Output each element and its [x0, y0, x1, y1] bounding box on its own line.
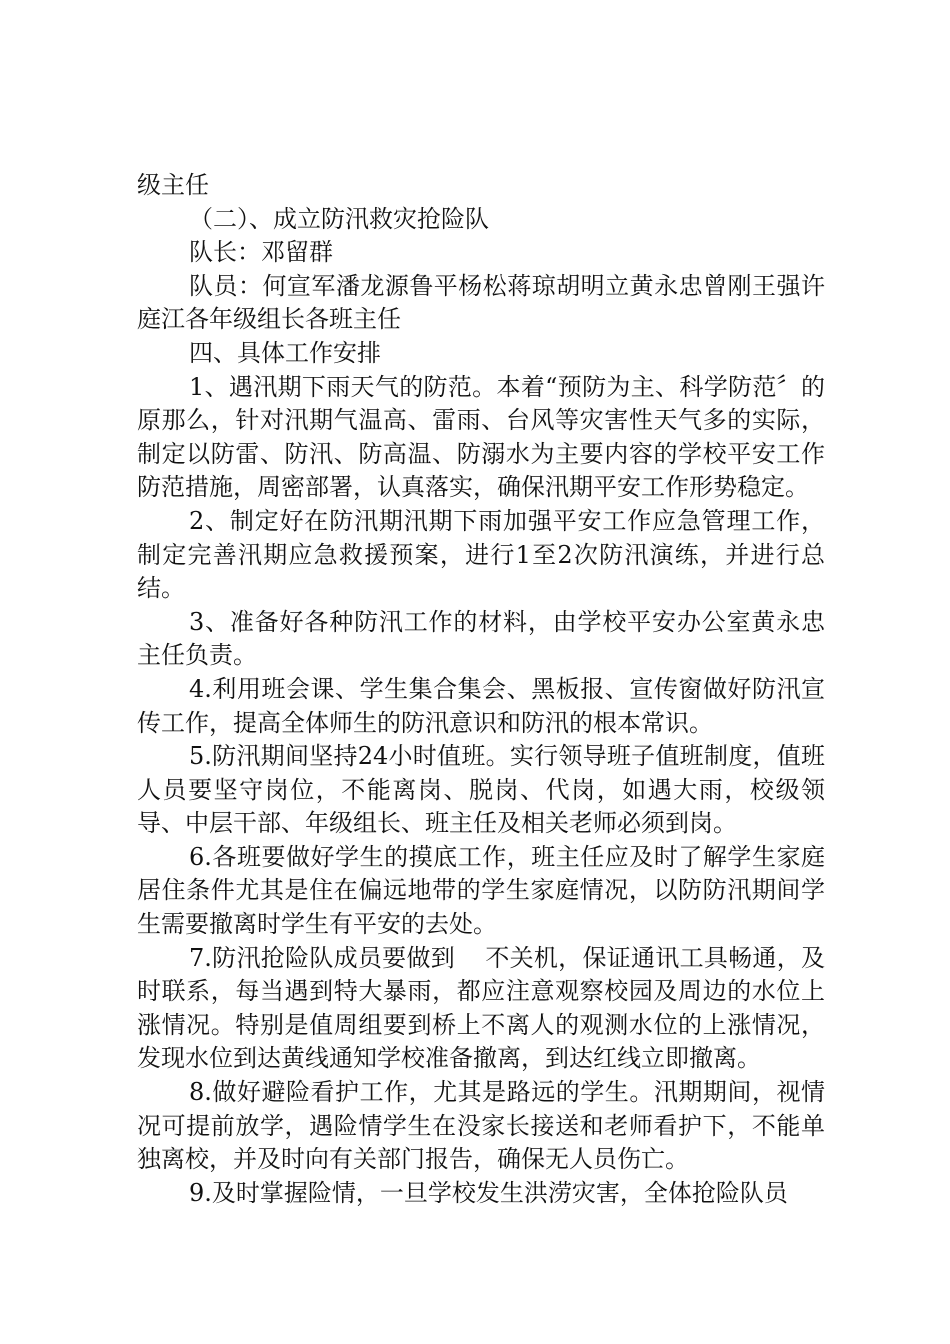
team-heading: （二）、成立防汛救灾抢险队	[189, 204, 489, 233]
work-item-6: 6.各班要做好学生的摸底工作，班主任应及时了解学生家庭居住条件尤其是住在偏远地带的学生家庭情况，以防防汛期间学生需要撤离时学生有平安的去处。	[137, 842, 825, 939]
work-item-8: 8.做好避险看护工作，尤其是路远的学生。汛期期间，视情况可提前放学，遇险情学生在没家长接送和老师看护下，不能单独离校，并及时向有关部门报告，确保无人员伤亡。	[137, 1078, 825, 1174]
document-body	[137, 169, 825, 1210]
work-item-3: 3、准备好各种防汛工作的材料，由学校平安办公室黄永忠主任负责。	[137, 607, 825, 670]
work-item-7-rest: 不关机，保证通讯工具畅通，及时联系，每当遇到特大暴雨，都应注意观察校园及周边的水位上涨情况。特别是值周组要到桥上不离人的观测水位的上涨情况，发现水位到达黄线通知学校准备撤离，到达红线立即撤离。	[137, 943, 826, 1073]
work-item-7-start: 7.防汛抢险队成员要做到	[189, 943, 456, 972]
work-item-7	[137, 942, 825, 1076]
team-members: 队员：何宣军潘龙源鲁平杨松蒋琼胡明立黄永忠曾刚王强许庭江各年级组长各班主任	[137, 271, 825, 334]
work-item-1: 1、遇汛期下雨天气的防范。本着“预防为主、科学防范〞的原那么，针对汛期气温高、雷雨、台风等灾害性天气多的实际，制定以防雷、防汛、防高温、防溺水为主要内容的学校平安工作防范措施，周密部署，认真落实，确保汛期平安工作形势稳定。	[137, 372, 825, 502]
work-item-2: 2、制定好在防汛期汛期下雨加强平安工作应急管理工作，制定完善汛期应急救援预案，进行1至2次防汛演练，并进行总结。	[137, 506, 825, 603]
work-item-9: 9.及时掌握险情，一旦学校发生洪涝灾害，全体抢险队员	[189, 1178, 788, 1207]
work-item-5: 5.防汛期间坚持24小时值班。实行领导班子值班制度，值班人员要坚守岗位，不能离岗、脱岗、代岗，如遇大雨，校级领导、中层干部、年级组长、班主任及相关老师必须到岗。	[137, 742, 825, 838]
team-leader: 队长：邓留群	[189, 238, 333, 267]
paragraph-continuation: 级主任	[137, 171, 209, 199]
work-item-4: 4.利用班会课、学生集合集会、黑板报、宣传窗做好防汛宣传工作，提高全体师生的防汛意识和防汛的根本常识。	[137, 674, 825, 737]
section-heading-four: 四、具体工作安排	[189, 338, 381, 367]
